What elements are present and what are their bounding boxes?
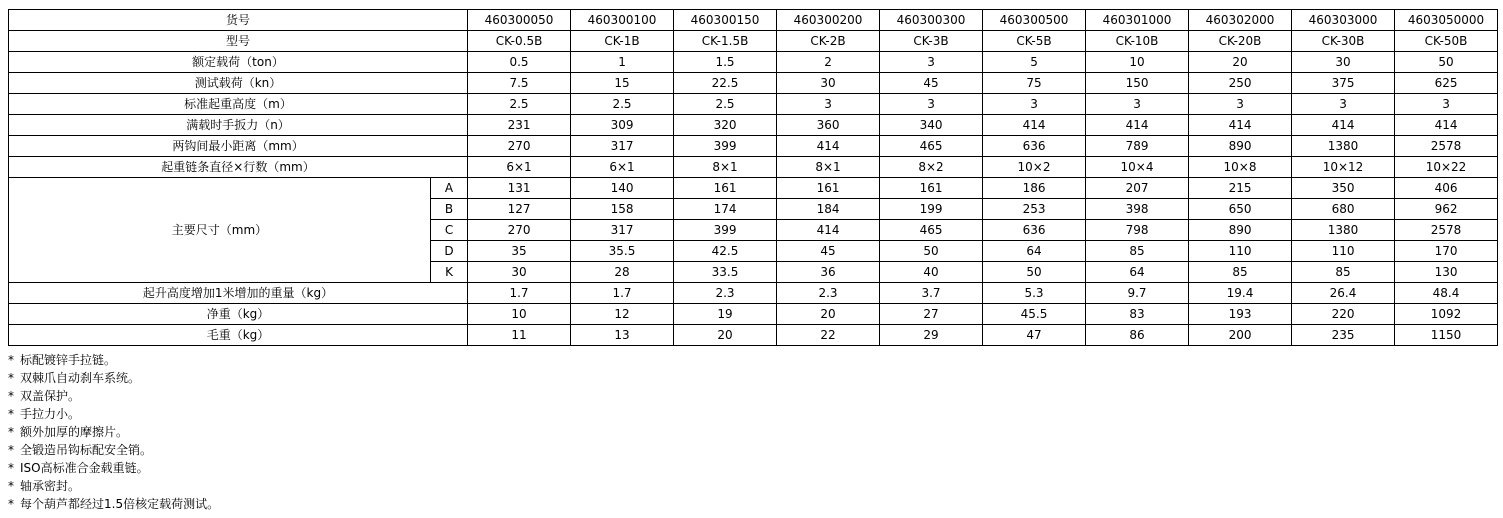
value-cell: CK-1.5B [674,31,777,52]
value-cell: 2.5 [674,94,777,115]
footnote-marker: * [8,353,14,367]
value-cell: 110 [1189,241,1292,262]
dimension-sub-label-cell: B [431,199,468,220]
value-cell: 50 [1395,52,1498,73]
value-cell: 250 [1189,73,1292,94]
value-cell: 35.5 [571,241,674,262]
table-row [9,283,1498,304]
footnote-item [8,369,1503,387]
value-cell: 231 [468,115,571,136]
value-cell: 375 [1292,73,1395,94]
value-cell: 8×1 [777,157,880,178]
value-cell: 890 [1189,220,1292,241]
value-cell: 460301000 [1086,10,1189,31]
footnotes-list [8,351,1503,513]
value-cell: 110 [1292,241,1395,262]
value-cell: 2.3 [777,283,880,304]
value-cell: 414 [1086,115,1189,136]
value-cell: CK-50B [1395,31,1498,52]
footnote-text: 额外加厚的摩擦片。 [20,425,129,439]
footnote-item [8,441,1503,459]
footnote-text: 轴承密封。 [20,479,81,493]
value-cell: 962 [1395,199,1498,220]
value-cell: 406 [1395,178,1498,199]
footnote-text: 标配镀锌手拉链。 [20,353,117,367]
value-cell: 2 [777,52,880,73]
value-cell: 350 [1292,178,1395,199]
table-row [9,31,1498,52]
value-cell: 414 [983,115,1086,136]
value-cell: CK-30B [1292,31,1395,52]
value-cell: 399 [674,220,777,241]
value-cell: CK-1B [571,31,674,52]
value-cell: 161 [880,178,983,199]
footnote-marker: * [8,497,14,511]
value-cell: 465 [880,136,983,157]
value-cell: 3 [777,94,880,115]
value-cell: 10 [1086,52,1189,73]
footnote-marker: * [8,407,14,421]
footnote-marker: * [8,389,14,403]
row-label-cell: 满载时手扳力（n） [9,115,468,136]
value-cell: 360 [777,115,880,136]
value-cell: CK-20B [1189,31,1292,52]
value-cell: 680 [1292,199,1395,220]
value-cell: 30 [777,73,880,94]
value-cell: 1150 [1395,325,1498,346]
value-cell: 253 [983,199,1086,220]
footnote-item [8,423,1503,441]
value-cell: 4603050000 [1395,10,1498,31]
value-cell: 64 [983,241,1086,262]
row-label-cell: 毛重（kg） [9,325,468,346]
value-cell: 6×1 [571,157,674,178]
value-cell: 85 [1292,262,1395,283]
row-label-cell: 额定载荷（ton） [9,52,468,73]
value-cell: 150 [1086,73,1189,94]
value-cell: 184 [777,199,880,220]
value-cell: 3 [880,94,983,115]
value-cell: 460302000 [1189,10,1292,31]
value-cell: 625 [1395,73,1498,94]
value-cell: 3 [1189,94,1292,115]
value-cell: 3 [880,52,983,73]
dimension-sub-label-cell: A [431,178,468,199]
value-cell: 83 [1086,304,1189,325]
value-cell: 170 [1395,241,1498,262]
value-cell: 207 [1086,178,1189,199]
footnote-text: 每个葫芦都经过1.5倍核定载荷测试。 [20,497,220,511]
value-cell: 200 [1189,325,1292,346]
value-cell: 414 [1395,115,1498,136]
value-cell: 13 [571,325,674,346]
footnote-marker: * [8,425,14,439]
value-cell: CK-2B [777,31,880,52]
value-cell: 40 [880,262,983,283]
value-cell: 3.7 [880,283,983,304]
value-cell: 30 [468,262,571,283]
value-cell: 5 [983,52,1086,73]
footnote-item [8,405,1503,423]
table-row [9,115,1498,136]
value-cell: 186 [983,178,1086,199]
table-row [9,136,1498,157]
value-cell: 1.5 [674,52,777,73]
row-label-cell: 两钩间最小距离（mm） [9,136,468,157]
value-cell: 12 [571,304,674,325]
row-label-cell: 货号 [9,10,468,31]
value-cell: 47 [983,325,1086,346]
value-cell: 28 [571,262,674,283]
value-cell: 2.5 [468,94,571,115]
value-cell: 140 [571,178,674,199]
value-cell: 3 [1395,94,1498,115]
value-cell: 131 [468,178,571,199]
value-cell: 158 [571,199,674,220]
value-cell: 3 [983,94,1086,115]
value-cell: 10×12 [1292,157,1395,178]
footnote-text: 全锻造吊钩标配安全销。 [20,443,153,457]
value-cell: 460300050 [468,10,571,31]
footnote-text: ISO高标准合金载重链。 [20,461,149,475]
value-cell: 19.4 [1189,283,1292,304]
value-cell: 30 [1292,52,1395,73]
value-cell: 50 [983,262,1086,283]
value-cell: 64 [1086,262,1189,283]
value-cell: 19 [674,304,777,325]
value-cell: 193 [1189,304,1292,325]
value-cell: CK-10B [1086,31,1189,52]
row-label-cell: 起升高度增加1米增加的重量（kg） [9,283,468,304]
dimension-sub-label-cell: K [431,262,468,283]
value-cell: 636 [983,220,1086,241]
value-cell: 340 [880,115,983,136]
value-cell: 29 [880,325,983,346]
value-cell: 650 [1189,199,1292,220]
footnote-marker: * [8,479,14,493]
value-cell: 460303000 [1292,10,1395,31]
value-cell: 460300150 [674,10,777,31]
dimension-group-label-cell: 主要尺寸（mm） [9,178,431,283]
table-row [9,178,1498,199]
value-cell: 6×1 [468,157,571,178]
footnote-item [8,459,1503,477]
value-cell: 2.5 [571,94,674,115]
value-cell: 15 [571,73,674,94]
value-cell: 127 [468,199,571,220]
value-cell: 798 [1086,220,1189,241]
value-cell: 636 [983,136,1086,157]
value-cell: 1.7 [571,283,674,304]
value-cell: 270 [468,136,571,157]
value-cell: 7.5 [468,73,571,94]
value-cell: CK-5B [983,31,1086,52]
footnote-marker: * [8,443,14,457]
dimension-sub-label-cell: D [431,241,468,262]
row-label-cell: 标准起重高度（m） [9,94,468,115]
value-cell: 0.5 [468,52,571,73]
value-cell: CK-0.5B [468,31,571,52]
value-cell: 398 [1086,199,1189,220]
value-cell: 10×8 [1189,157,1292,178]
table-row [9,73,1498,94]
value-cell: 161 [674,178,777,199]
row-label-cell: 起重链条直径×行数（mm） [9,157,468,178]
value-cell: 789 [1086,136,1189,157]
value-cell: 22.5 [674,73,777,94]
value-cell: 45.5 [983,304,1086,325]
value-cell: 85 [1189,262,1292,283]
value-cell: 215 [1189,178,1292,199]
row-label-cell: 净重（kg） [9,304,468,325]
value-cell: 465 [880,220,983,241]
value-cell: 890 [1189,136,1292,157]
value-cell: 2.3 [674,283,777,304]
value-cell: 2578 [1395,220,1498,241]
value-cell: 414 [1292,115,1395,136]
value-cell: 45 [880,73,983,94]
table-row [9,304,1498,325]
value-cell: 460300100 [571,10,674,31]
value-cell: 1 [571,52,674,73]
footnote-item [8,477,1503,495]
footnote-text: 双棘爪自动刹车系统。 [20,371,141,385]
value-cell: 460300500 [983,10,1086,31]
value-cell: 174 [674,199,777,220]
value-cell: 460300300 [880,10,983,31]
value-cell: 320 [674,115,777,136]
table-row [9,325,1498,346]
value-cell: 10×2 [983,157,1086,178]
table-row [9,94,1498,115]
value-cell: 27 [880,304,983,325]
table-row [9,52,1498,73]
value-cell: 86 [1086,325,1189,346]
value-cell: 1380 [1292,136,1395,157]
value-cell: 414 [1189,115,1292,136]
value-cell: 3 [1086,94,1189,115]
value-cell: 45 [777,241,880,262]
value-cell: 10×4 [1086,157,1189,178]
table-row [9,157,1498,178]
value-cell: 1092 [1395,304,1498,325]
value-cell: 22 [777,325,880,346]
value-cell: 10×22 [1395,157,1498,178]
value-cell: 414 [777,136,880,157]
value-cell: 11 [468,325,571,346]
value-cell: 3 [1292,94,1395,115]
value-cell: 270 [468,220,571,241]
value-cell: 10 [468,304,571,325]
footnote-item [8,351,1503,369]
value-cell: 414 [777,220,880,241]
footnote-item [8,495,1503,513]
spec-table-body [9,10,1498,346]
value-cell: 20 [777,304,880,325]
footnote-marker: * [8,371,14,385]
row-label-cell: 测试载荷（kn） [9,73,468,94]
value-cell: 85 [1086,241,1189,262]
value-cell: 48.4 [1395,283,1498,304]
value-cell: 2578 [1395,136,1498,157]
value-cell: 309 [571,115,674,136]
value-cell: 220 [1292,304,1395,325]
footnote-text: 手拉力小。 [20,407,81,421]
value-cell: 8×2 [880,157,983,178]
footnote-text: 双盖保护。 [20,389,81,403]
value-cell: 20 [1189,52,1292,73]
value-cell: 36 [777,262,880,283]
value-cell: 161 [777,178,880,199]
value-cell: CK-3B [880,31,983,52]
value-cell: 35 [468,241,571,262]
value-cell: 460300200 [777,10,880,31]
value-cell: 317 [571,220,674,241]
value-cell: 235 [1292,325,1395,346]
row-label-cell: 型号 [9,31,468,52]
value-cell: 399 [674,136,777,157]
value-cell: 50 [880,241,983,262]
dimension-sub-label-cell: C [431,220,468,241]
value-cell: 1380 [1292,220,1395,241]
value-cell: 5.3 [983,283,1086,304]
value-cell: 1.7 [468,283,571,304]
footnote-marker: * [8,461,14,475]
footnote-item [8,387,1503,405]
value-cell: 317 [571,136,674,157]
value-cell: 33.5 [674,262,777,283]
value-cell: 199 [880,199,983,220]
spec-table [8,9,1498,346]
value-cell: 75 [983,73,1086,94]
value-cell: 42.5 [674,241,777,262]
table-row [9,10,1498,31]
value-cell: 9.7 [1086,283,1189,304]
value-cell: 20 [674,325,777,346]
value-cell: 130 [1395,262,1498,283]
value-cell: 8×1 [674,157,777,178]
value-cell: 26.4 [1292,283,1395,304]
